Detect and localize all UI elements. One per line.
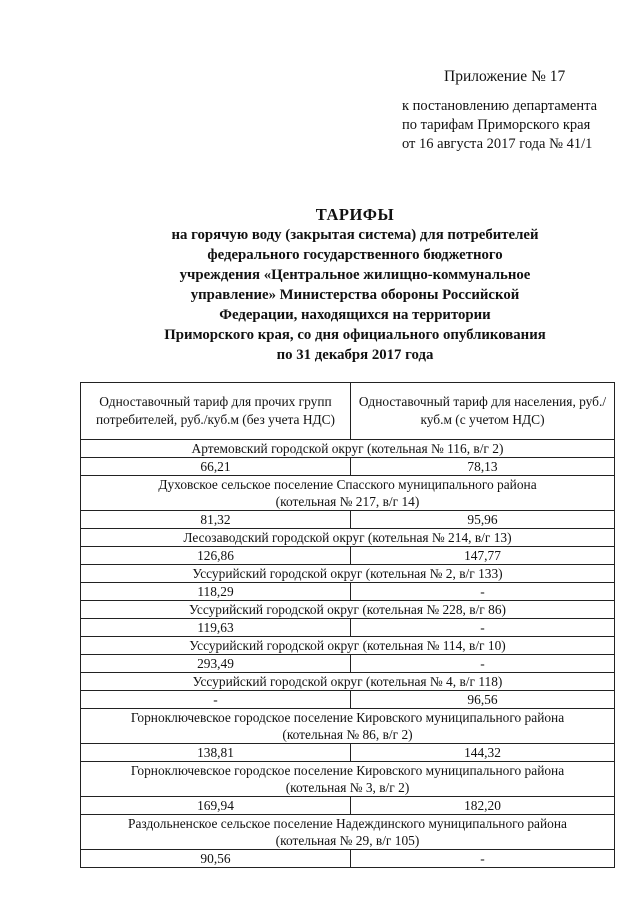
subtitle-line: по 31 декабря 2017 года (276, 347, 434, 363)
tariff-other-consumers-cell: 293,49 (81, 655, 351, 673)
boiler-location-line: (котельная № 29, в/г 105) (275, 833, 420, 848)
table-group-row (81, 565, 615, 583)
tariff-population-cell: 182,20 (351, 797, 615, 815)
reference-line: от 16 августа 2017 года № 41/1 (402, 136, 593, 152)
tariff-population-cell: 144,32 (351, 744, 615, 762)
boiler-location-cell (81, 476, 615, 511)
boiler-location-line: Уссурийский городской округ (котельная № 4, в/г 118) (192, 674, 503, 689)
header-cell-population: Одноставочный тариф для населения, руб./куб.м (с учетом НДС) (351, 383, 615, 440)
table-group-row (81, 601, 615, 619)
subtitle-line: управление» Министерства обороны Российской (190, 287, 520, 303)
tariff-population-cell: - (351, 583, 615, 601)
tariff-other-consumers-cell: 138,81 (81, 744, 351, 762)
tariff-population-cell: 147,77 (351, 547, 615, 565)
table-row (81, 744, 615, 762)
table-row (81, 850, 615, 868)
subtitle-line: на горячую воду (закрытая система) для потребителей (171, 227, 539, 243)
reference-line: по тарифам Приморского края (402, 117, 591, 133)
table-row (81, 511, 615, 529)
boiler-location-line: Уссурийский городской округ (котельная № 228, в/г 86) (189, 602, 506, 617)
boiler-location-cell (81, 762, 615, 797)
tariff-other-consumers-cell: - (81, 691, 351, 709)
table-group-row (81, 815, 615, 850)
tariff-other-consumers-cell: 169,94 (81, 797, 351, 815)
boiler-location-cell (81, 709, 615, 744)
boiler-location-cell (81, 673, 615, 691)
boiler-location-line: (котельная № 217, в/г 14) (275, 494, 420, 509)
table-row (81, 691, 615, 709)
table-group-row (81, 637, 615, 655)
table-group-row (81, 476, 615, 511)
tariff-population-cell: - (351, 655, 615, 673)
subtitle-line: федерального государственного бюджетного (207, 247, 503, 263)
table-row (81, 619, 615, 637)
tariff-other-consumers-cell: 118,29 (81, 583, 351, 601)
document-title: ТАРИФЫ (315, 205, 395, 224)
appendix-number: Приложение № 17 (444, 68, 566, 85)
table-group-row (81, 529, 615, 547)
tariff-population-cell: 78,13 (351, 458, 615, 476)
table-header-row (81, 383, 615, 440)
tariff-population-cell: - (351, 850, 615, 868)
table-group-row (81, 673, 615, 691)
subtitle-line: Федерации, находящихся на территории (219, 307, 491, 323)
tariff-other-consumers-cell: 66,21 (81, 458, 351, 476)
subtitle-line: учреждения «Центральное жилищно-коммунальное (179, 267, 531, 283)
subtitle-line: Приморского края, со дня официального опубликования (164, 327, 546, 343)
tariff-other-consumers-cell: 126,86 (81, 547, 351, 565)
table-row (81, 797, 615, 815)
boiler-location-cell (81, 601, 615, 619)
boiler-location-line: Уссурийский городской округ (котельная № 2, в/г 133) (192, 566, 503, 581)
tariff-population-cell: 95,96 (351, 511, 615, 529)
boiler-location-line: Лесозаводский городской округ (котельная № 214, в/г 13) (183, 530, 512, 545)
reference-line: к постановлению департамента (402, 98, 598, 114)
boiler-location-cell (81, 565, 615, 583)
boiler-location-line: (котельная № 3, в/г 2) (285, 780, 410, 795)
tariff-population-cell: - (351, 619, 615, 637)
tariff-other-consumers-cell: 90,56 (81, 850, 351, 868)
boiler-location-line: Уссурийский городской округ (котельная № 114, в/г 10) (189, 638, 506, 653)
boiler-location-cell (81, 815, 615, 850)
boiler-location-line: Духовское сельское поселение Спасского муниципального района (158, 477, 537, 492)
boiler-location-cell (81, 529, 615, 547)
table-group-row (81, 709, 615, 744)
document-title-block (120, 205, 590, 365)
tariff-other-consumers-cell: 81,32 (81, 511, 351, 529)
tariff-other-consumers-cell: 119,63 (81, 619, 351, 637)
table-row (81, 583, 615, 601)
table-row (81, 458, 615, 476)
boiler-location-line: (котельная № 86, в/г 2) (282, 727, 413, 742)
document-reference (402, 97, 597, 154)
table-group-row (81, 762, 615, 797)
tariff-population-cell: 96,56 (351, 691, 615, 709)
boiler-location-line: Артемовский городской округ (котельная № 116, в/г 2) (191, 441, 504, 456)
table-row (81, 655, 615, 673)
table-group-row (81, 440, 615, 458)
tariff-table (80, 382, 615, 868)
boiler-location-cell (81, 637, 615, 655)
boiler-location-line: Раздольненское сельское поселение Надеждинского муниципального района (128, 816, 567, 831)
boiler-location-cell (81, 440, 615, 458)
boiler-location-line: Горноключевское городское поселение Кировского муниципального района (130, 710, 565, 725)
table-row (81, 547, 615, 565)
header-cell-other-consumers: Одноставочный тариф для прочих групп потребителей, руб./куб.м (без учета НДС) (81, 383, 351, 440)
boiler-location-line: Горноключевское городское поселение Кировского муниципального района (130, 763, 565, 778)
